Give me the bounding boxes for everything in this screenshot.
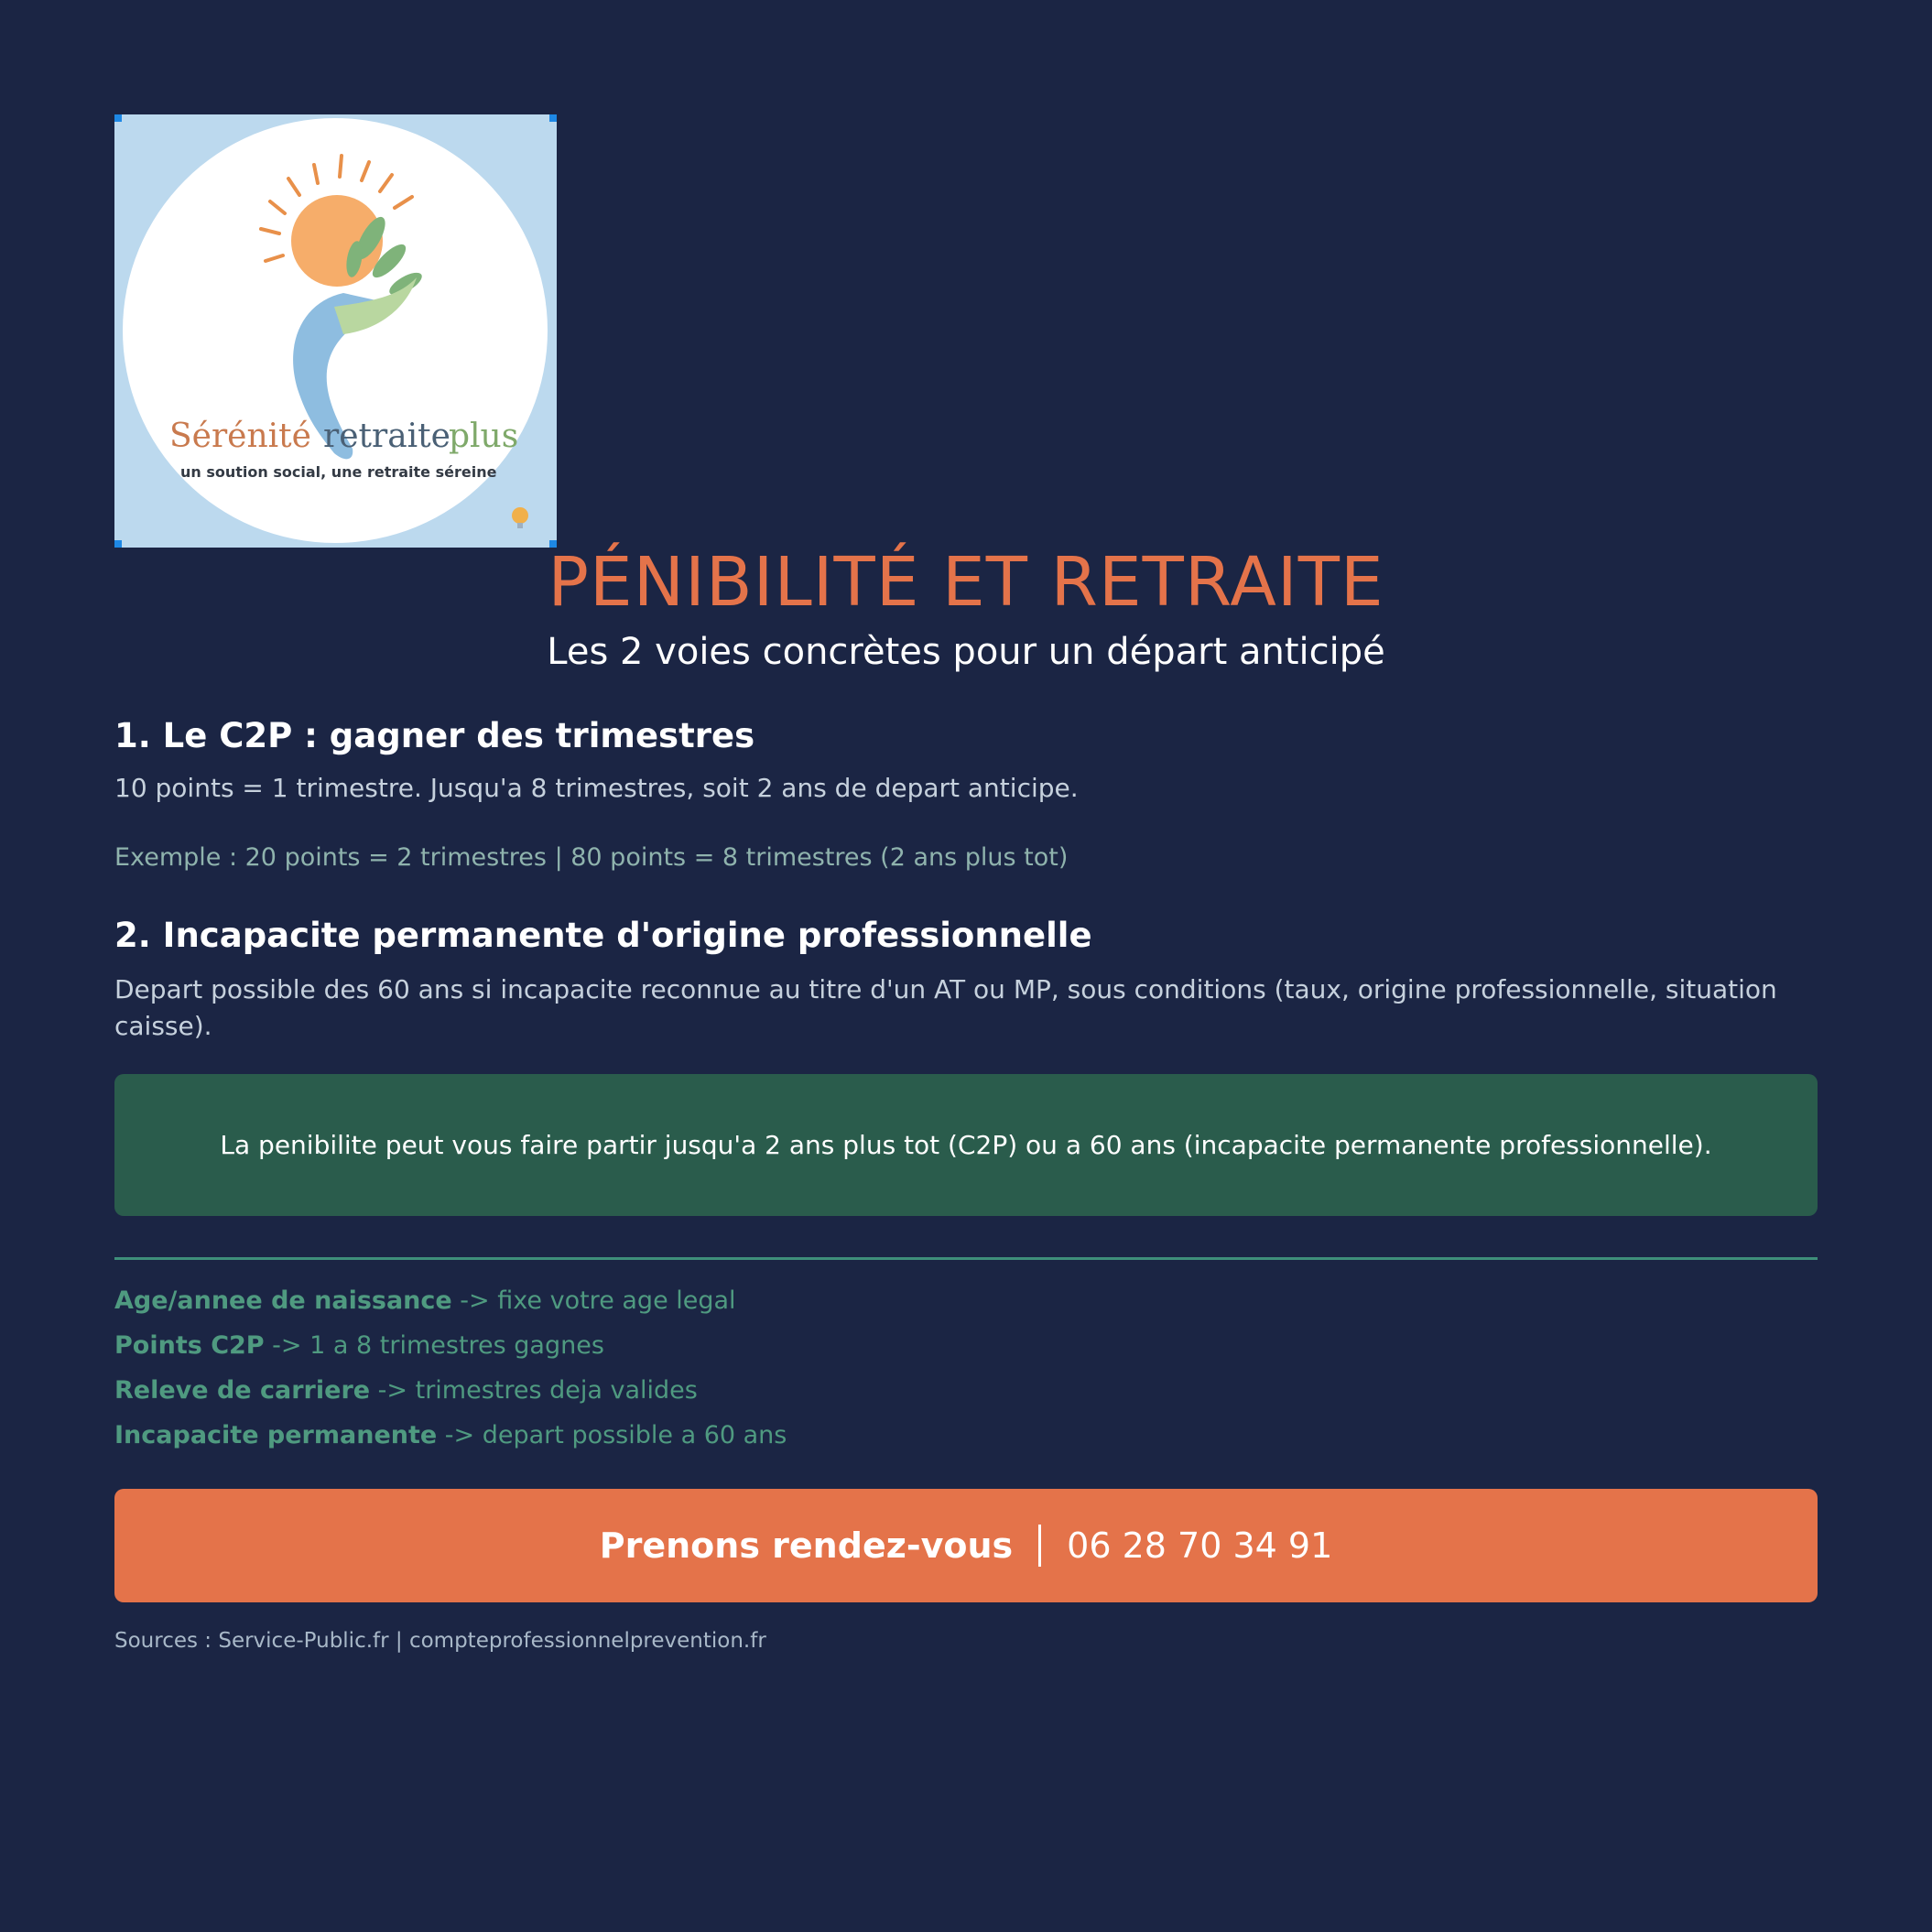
logo[interactable] (114, 114, 557, 548)
list-item-arrow: -> (264, 1331, 310, 1360)
logo-brand-word-2: retraite (323, 418, 450, 455)
summary-list (114, 1283, 1818, 1462)
list-item-arrow: -> (437, 1421, 483, 1449)
page-subtitle: Les 2 voies concrètes pour un départ anticipé (547, 631, 1385, 673)
list-item-label: Releve de carriere (114, 1376, 371, 1405)
resize-handle-top-right[interactable] (549, 114, 557, 122)
divider (114, 1257, 1818, 1260)
section-c2p-heading: 1. Le C2P : gagner des trimestres (114, 716, 755, 755)
list-item-label: Age/annee de naissance (114, 1286, 452, 1315)
list-item (114, 1328, 1818, 1373)
list-item-label: Points C2P (114, 1331, 265, 1360)
logo-brand-word-3: plus (449, 418, 519, 455)
cta-separator (1038, 1525, 1041, 1567)
list-item-value: trimestres deja valides (415, 1376, 698, 1405)
list-item (114, 1283, 1818, 1328)
list-item (114, 1417, 1818, 1462)
page-title: PÉNIBILITÉ ET RETRAITE (548, 543, 1384, 622)
section-incapacity-text: Depart possible des 60 ans si incapacite reconnue au titre d'un AT ou MP, sous conditions (taux, origine professionnelle, situation caisse). (114, 974, 1777, 1041)
logo-image (114, 114, 557, 548)
logo-tagline: un soution social, une retraite séreine (180, 463, 497, 481)
section-c2p-text: 10 points = 1 trimestre. Jusqu'a 8 trimestres, soit 2 ans de depart anticipe. (114, 773, 1079, 803)
list-item-value: 1 a 8 trimestres gagnes (309, 1331, 604, 1360)
callout-text: La penibilite peut vous faire partir jusqu'a 2 ans plus tot (C2P) ou a 60 ans (incapacite permanente professionnelle). (220, 1130, 1712, 1160)
marker-icon (512, 507, 528, 524)
list-item-label: Incapacite permanente (114, 1421, 438, 1449)
appointment-button[interactable] (114, 1489, 1818, 1602)
sources-footer: Sources : Service-Public.fr | compteprofessionnelprevention.fr (114, 1629, 766, 1653)
callout-box (114, 1074, 1818, 1216)
list-item-value: depart possible a 60 ans (482, 1421, 787, 1449)
appointment-label: Prenons rendez-vous (599, 1525, 1014, 1566)
resize-handle-top-left[interactable] (114, 114, 122, 122)
list-item-arrow: -> (370, 1376, 416, 1405)
list-item-arrow: -> (451, 1286, 498, 1315)
section-incapacity-heading: 2. Incapacite permanente d'origine professionnelle (114, 916, 1092, 955)
phone-number[interactable]: 06 28 70 34 91 (1067, 1525, 1333, 1566)
list-item (114, 1373, 1818, 1417)
logo-brand-word-1: Sérénité (169, 418, 311, 455)
section-c2p-example: Exemple : 20 points = 2 trimestres | 80 points = 8 trimestres (2 ans plus tot) (114, 843, 1069, 872)
page (114, 0, 1818, 1932)
list-item-value: fixe votre age legal (497, 1286, 736, 1315)
